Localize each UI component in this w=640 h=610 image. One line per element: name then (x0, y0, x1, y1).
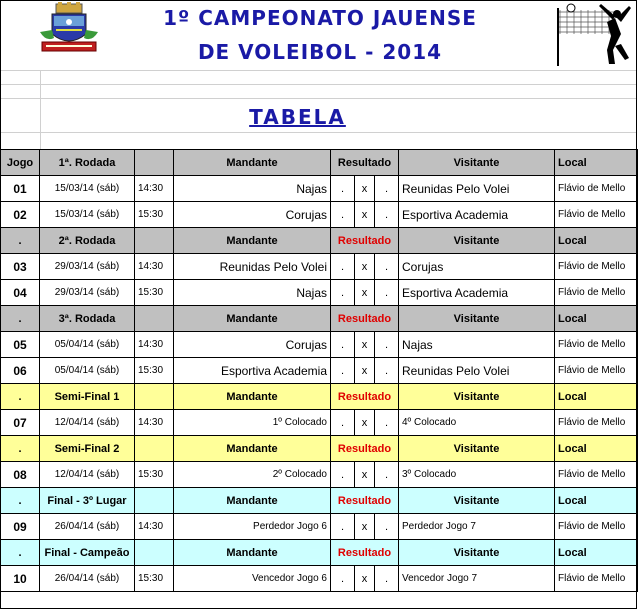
away-team: Esportiva Academia (399, 202, 555, 228)
game-time: 15:30 (135, 566, 174, 592)
versus-x: x (355, 332, 375, 358)
resultado-header: Resultado (331, 384, 399, 410)
home-score-cell: . (331, 514, 355, 540)
game-time: 15:30 (135, 280, 174, 306)
away-team: 4º Colocado (399, 410, 555, 436)
away-team: 3º Colocado (399, 462, 555, 488)
mandante-header: Mandante (174, 488, 331, 514)
game-location: Flávio de Mello (555, 176, 638, 202)
jogo-header-cell: . (1, 540, 40, 566)
away-score-cell: . (375, 202, 399, 228)
game-date: 12/04/14 (sáb) (40, 462, 135, 488)
versus-x: x (355, 566, 375, 592)
game-location: Flávio de Mello (555, 462, 638, 488)
round-label: Semi-Final 1 (40, 384, 135, 410)
game-date: 15/03/14 (sáb) (40, 202, 135, 228)
visitante-header: Visitante (399, 150, 555, 176)
home-score-cell: . (331, 254, 355, 280)
game-location: Flávio de Mello (555, 514, 638, 540)
game-time: 15:30 (135, 358, 174, 384)
empty-cell (135, 488, 174, 514)
game-location: Flávio de Mello (555, 254, 638, 280)
jogo-header-cell: . (1, 436, 40, 462)
away-team: Vencedor Jogo 7 (399, 566, 555, 592)
game-location: Flávio de Mello (555, 332, 638, 358)
game-time: 14:30 (135, 176, 174, 202)
section-header-row (1, 540, 638, 566)
local-header: Local (555, 306, 638, 332)
visitante-header: Visitante (399, 228, 555, 254)
round-label: Final - 3º Lugar (40, 488, 135, 514)
round-label: 2ª. Rodada (40, 228, 135, 254)
jogo-header-cell: . (1, 306, 40, 332)
away-score-cell: . (375, 254, 399, 280)
jogo-header-cell: . (1, 384, 40, 410)
empty-cell (135, 150, 174, 176)
away-team: Perdedor Jogo 7 (399, 514, 555, 540)
home-score-cell: . (331, 358, 355, 384)
game-row (1, 410, 638, 436)
game-time: 14:30 (135, 410, 174, 436)
schedule-table (0, 149, 638, 592)
game-time: 14:30 (135, 332, 174, 358)
away-team: Reunidas Pelo Volei (399, 358, 555, 384)
empty-cell (135, 540, 174, 566)
game-row (1, 332, 638, 358)
round-label: Semi-Final 2 (40, 436, 135, 462)
visitante-header: Visitante (399, 436, 555, 462)
game-number: 02 (1, 202, 40, 228)
local-header: Local (555, 488, 638, 514)
section-header-row (1, 150, 638, 176)
championship-title-line-1: 1º CAMPEONATO JAUENSE (163, 6, 477, 30)
empty-cell (135, 384, 174, 410)
game-location: Flávio de Mello (555, 358, 638, 384)
championship-title-line-2: DE VOLEIBOL - 2014 (197, 40, 443, 64)
tabela-heading: TABELA (249, 105, 346, 129)
home-team: Najas (174, 280, 331, 306)
away-team: Esportiva Academia (399, 280, 555, 306)
resultado-header: Resultado (331, 488, 399, 514)
versus-x: x (355, 462, 375, 488)
versus-x: x (355, 514, 375, 540)
home-team: Reunidas Pelo Volei (174, 254, 331, 280)
resultado-header: Resultado (331, 306, 399, 332)
resultado-header: Resultado (331, 228, 399, 254)
mandante-header: Mandante (174, 436, 331, 462)
game-row (1, 462, 638, 488)
empty-cell (135, 436, 174, 462)
resultado-header: Resultado (331, 540, 399, 566)
game-row (1, 566, 638, 592)
mandante-header: Mandante (174, 228, 331, 254)
resultado-header: Resultado (331, 150, 399, 176)
versus-x: x (355, 176, 375, 202)
home-team: Perdedor Jogo 6 (174, 514, 331, 540)
home-score-cell: . (331, 202, 355, 228)
mandante-header: Mandante (174, 540, 331, 566)
empty-cell (135, 306, 174, 332)
away-score-cell: . (375, 280, 399, 306)
city-coat-of-arms-logo (36, 2, 102, 56)
versus-x: x (355, 254, 375, 280)
home-score-cell: . (331, 462, 355, 488)
game-date: 26/04/14 (sáb) (40, 514, 135, 540)
visitante-header: Visitante (399, 540, 555, 566)
away-score-cell: . (375, 358, 399, 384)
home-team: Corujas (174, 202, 331, 228)
away-score-cell: . (375, 410, 399, 436)
away-team: Najas (399, 332, 555, 358)
game-row (1, 254, 638, 280)
away-score-cell: . (375, 176, 399, 202)
game-time: 14:30 (135, 514, 174, 540)
game-number: 01 (1, 176, 40, 202)
away-score-cell: . (375, 566, 399, 592)
game-number: 08 (1, 462, 40, 488)
mandante-header: Mandante (174, 150, 331, 176)
jogo-header-cell: . (1, 228, 40, 254)
section-header-row (1, 488, 638, 514)
game-row (1, 514, 638, 540)
home-score-cell: . (331, 566, 355, 592)
game-number: 10 (1, 566, 40, 592)
game-number: 07 (1, 410, 40, 436)
game-location: Flávio de Mello (555, 202, 638, 228)
versus-x: x (355, 280, 375, 306)
home-team: Esportiva Academia (174, 358, 331, 384)
visitante-header: Visitante (399, 306, 555, 332)
resultado-header: Resultado (331, 436, 399, 462)
game-number: 06 (1, 358, 40, 384)
mandante-header: Mandante (174, 384, 331, 410)
section-header-row (1, 228, 638, 254)
home-team: Vencedor Jogo 6 (174, 566, 331, 592)
game-row (1, 358, 638, 384)
home-team: 1º Colocado (174, 410, 331, 436)
game-date: 05/04/14 (sáb) (40, 358, 135, 384)
away-score-cell: . (375, 462, 399, 488)
away-score-cell: . (375, 332, 399, 358)
volleyball-player-illustration (555, 2, 635, 68)
home-team: 2º Colocado (174, 462, 331, 488)
game-number: 05 (1, 332, 40, 358)
game-number: 03 (1, 254, 40, 280)
game-time: 14:30 (135, 254, 174, 280)
versus-x: x (355, 358, 375, 384)
local-header: Local (555, 436, 638, 462)
game-date: 26/04/14 (sáb) (40, 566, 135, 592)
game-date: 05/04/14 (sáb) (40, 332, 135, 358)
game-date: 29/03/14 (sáb) (40, 254, 135, 280)
visitante-header: Visitante (399, 384, 555, 410)
home-team: Corujas (174, 332, 331, 358)
game-location: Flávio de Mello (555, 280, 638, 306)
local-header: Local (555, 540, 638, 566)
jogo-header-cell: Jogo (1, 150, 40, 176)
game-row (1, 202, 638, 228)
local-header: Local (555, 228, 638, 254)
game-number: 04 (1, 280, 40, 306)
away-team: Reunidas Pelo Volei (399, 176, 555, 202)
home-team: Najas (174, 176, 331, 202)
game-location: Flávio de Mello (555, 410, 638, 436)
section-header-row (1, 306, 638, 332)
game-time: 15:30 (135, 462, 174, 488)
local-header: Local (555, 384, 638, 410)
home-score-cell: . (331, 332, 355, 358)
away-team: Corujas (399, 254, 555, 280)
home-score-cell: . (331, 176, 355, 202)
round-label: 3ª. Rodada (40, 306, 135, 332)
game-date: 15/03/14 (sáb) (40, 176, 135, 202)
away-score-cell: . (375, 514, 399, 540)
local-header: Local (555, 150, 638, 176)
mandante-header: Mandante (174, 306, 331, 332)
home-score-cell: . (331, 280, 355, 306)
game-date: 29/03/14 (sáb) (40, 280, 135, 306)
section-header-row (1, 436, 638, 462)
section-header-row (1, 384, 638, 410)
round-label: Final - Campeão (40, 540, 135, 566)
round-label: 1ª. Rodada (40, 150, 135, 176)
visitante-header: Visitante (399, 488, 555, 514)
jogo-header-cell: . (1, 488, 40, 514)
versus-x: x (355, 410, 375, 436)
empty-cell (135, 228, 174, 254)
home-score-cell: . (331, 410, 355, 436)
game-row (1, 280, 638, 306)
game-number: 09 (1, 514, 40, 540)
game-time: 15:30 (135, 202, 174, 228)
game-row (1, 176, 638, 202)
game-date: 12/04/14 (sáb) (40, 410, 135, 436)
game-location: Flávio de Mello (555, 566, 638, 592)
versus-x: x (355, 202, 375, 228)
